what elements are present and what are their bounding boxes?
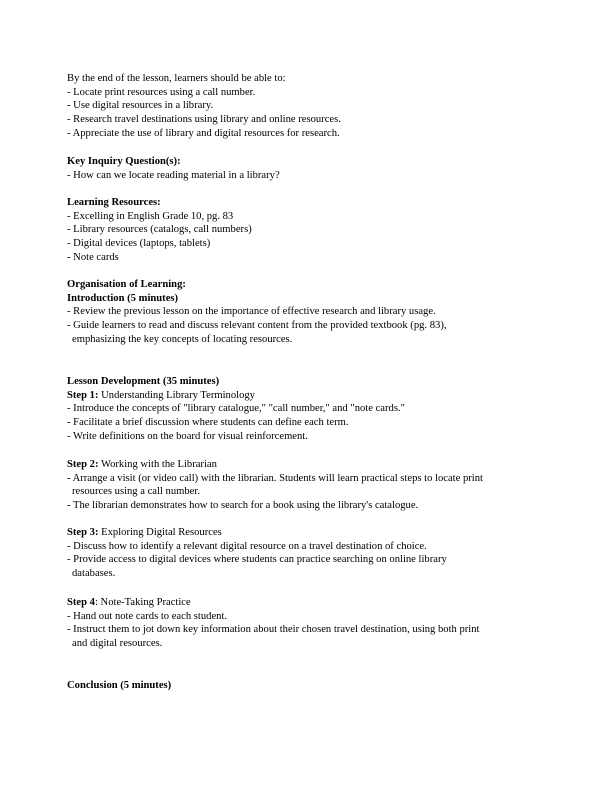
step-2-heading [67,458,567,472]
introduction-item: - Guide learners to read and discuss relevant content from the provided textbook (pg. 83), [67,320,447,332]
development-section [67,375,567,444]
resource-item: - Excelling in English Grade 10, pg. 83 [67,210,234,222]
step-3-heading [67,526,567,540]
step-line: - The librarian demonstrates how to search for a book using the library's catalogue. [67,500,419,512]
step-label: Step 1: [67,389,99,401]
objective-item: - Use digital resources in a library. [67,100,214,112]
step-2-section [67,458,567,513]
objective-item: - Appreciate the use of library and digital resources for research. [67,127,340,139]
step-label: Step 2: [67,459,99,470]
resources-heading: Learning Resources: [67,197,161,208]
step-3-section [67,526,567,581]
step-line: - Hand out note cards to each student. [67,610,228,622]
step-line-continued: databases. [72,568,116,580]
step-line: - Provide access to digital devices where students can practice searching on online library [67,554,447,566]
introduction-item: - Review the previous lesson on the importance of effective research and library usage. [67,306,436,318]
resource-item: - Note cards [67,251,119,263]
step-line: - Facilitate a brief discussion where students can define each term. [67,417,349,429]
step-4-section [67,596,567,651]
development-heading: Lesson Development (35 minutes) [67,376,220,387]
objectives-intro: By the end of the lesson, learners should be able to: [67,73,286,84]
organisation-heading: Organisation of Learning: [67,279,186,290]
step-label: Step 4 [67,597,95,608]
resource-item: - Digital devices (laptops, tablets) [67,238,211,250]
step-label: Step 3: [67,527,99,538]
inquiry-section [67,155,567,182]
step-line: - Write definitions on the board for visual reinforcement. [67,430,308,442]
objective-item: - Research travel destinations using library and online resources. [67,114,341,126]
resource-item: - Library resources (catalogs, call numbers) [67,224,252,236]
step-title: Exploring Digital Resources [98,527,222,538]
introduction-item-continued: emphasizing the key concepts of locating resources. [72,333,293,345]
organisation-section [67,278,567,347]
step-line: - Discuss how to identify a relevant digital resource on a travel destination of choice. [67,540,427,552]
step-4-heading [67,596,567,610]
conclusion-heading: Conclusion (5 minutes) [67,680,172,691]
step-line: - Arrange a visit (or video call) with the librarian. Students will learn practical steps to locate print [67,472,483,484]
step-1-heading [67,389,567,403]
objectives-section [67,72,567,141]
objective-item: - Locate print resources using a call number. [67,86,256,98]
step-line-continued: resources using a call number. [72,486,200,498]
inquiry-item: - How can we locate reading material in a library? [67,169,280,181]
step-title: Working with the Librarian [98,459,217,470]
introduction-heading: Introduction (5 minutes) [67,292,179,304]
step-line-continued: and digital resources. [72,638,163,650]
conclusion-section [67,679,567,693]
step-line: - Introduce the concepts of "library catalogue," "call number," and "note cards." [67,403,405,415]
step-title: : Note-Taking Practice [94,597,191,608]
inquiry-heading: Key Inquiry Question(s): [67,156,181,167]
resources-section [67,196,567,265]
step-title: Understanding Library Terminology [98,389,255,401]
step-line: - Instruct them to jot down key information about their chosen travel destination, using both print [67,624,480,636]
